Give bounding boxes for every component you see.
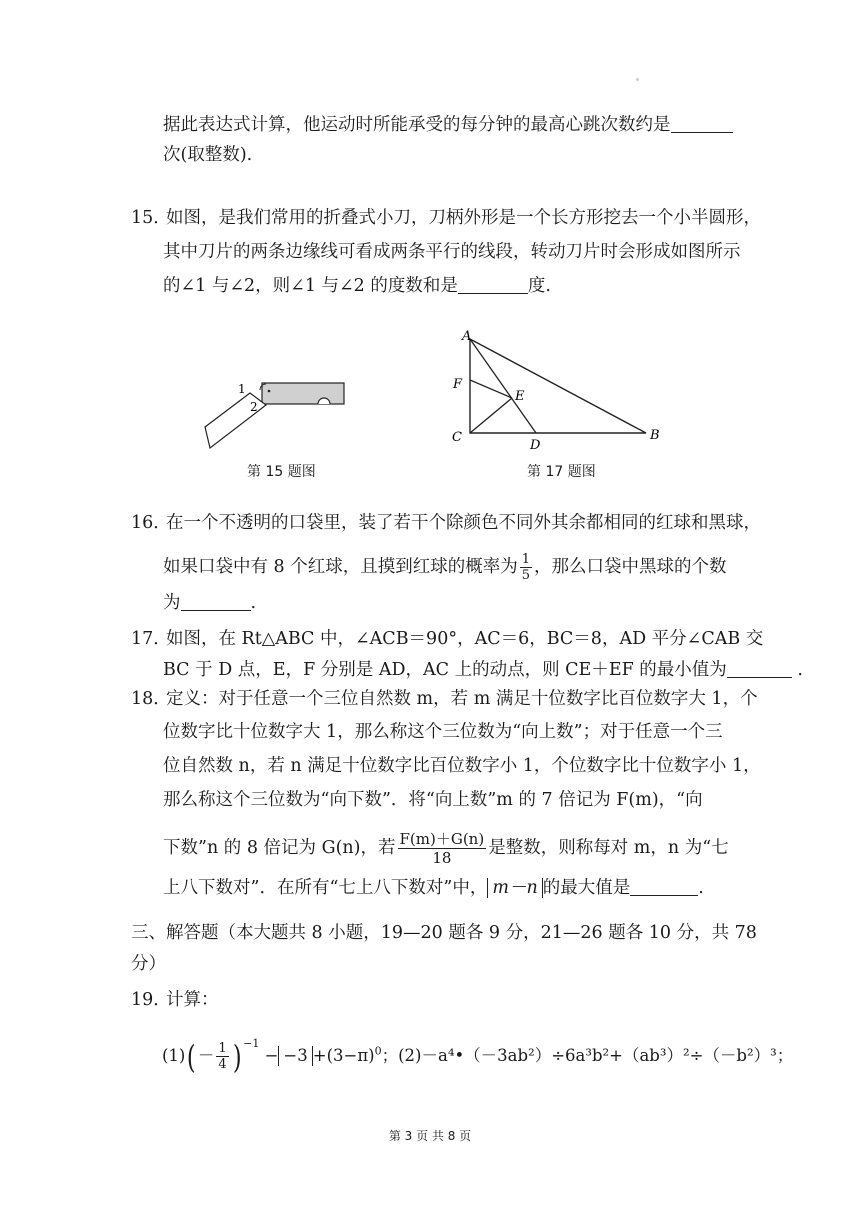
- answer-blank: [181, 592, 251, 611]
- point-c-label: C: [452, 430, 462, 445]
- angle-2-label: 2: [250, 400, 258, 414]
- q15-line-3: 的∠1 与∠2，则∠1 与∠2 的度数和是 度.: [163, 276, 551, 296]
- q14-line-1: 据此表达式计算，他运动时所能承受的每分钟的最高心跳次数约是: [163, 113, 733, 137]
- q15-line-1: 如图，是我们常用的折叠式小刀，刀柄外形是一个长方形挖去一个小半圆形，: [166, 208, 761, 228]
- q19-title: 计算：: [166, 990, 219, 1010]
- answer-blank: [630, 877, 698, 896]
- answer-blank: [727, 659, 792, 678]
- page-footer: 第 3 页 共 8 页: [388, 1129, 472, 1143]
- q18-line-1: 定义：对于任意一个三位自然数 m，若 m 满足十位数字比百位数字大 1，个: [166, 689, 758, 709]
- q19-number: 19．: [131, 990, 171, 1010]
- point-a-label: A: [462, 329, 472, 344]
- q18-line-3: 位自然数 n，若 n 满足十位数字比百位数字小 1，个位数字比十位数字小 1，: [163, 756, 761, 776]
- q16-line-1: 在一个不透明的口袋里，装了若干个除颜色不同外其余都相同的红球和黑球，: [166, 513, 761, 533]
- figure-17-triangle: [440, 325, 670, 455]
- q18-number: 18．: [131, 689, 171, 709]
- figure-17-caption: 第 17 题图: [527, 464, 596, 480]
- q18-line-2: 位数字比十位数字大 1，那么称这个三位数为“向上数”；对于任意一个三: [163, 722, 723, 742]
- q18-line-6: 上八下数对”．在所有“七上八下数对”中， m－n 的最大值是 .: [163, 878, 704, 898]
- q14-line-2: 次(取整数).: [163, 145, 253, 165]
- q16-line-2: 如果口袋中有 8 个红球，且摸到红球的概率为 $\frac{1}{5}$ ，那么口袋中黑球的个数: [163, 552, 727, 583]
- fraction-fm-gn: $\frac{F(m)+G(n)}{18}$: [399, 830, 485, 867]
- figure-15-knife: [200, 375, 350, 455]
- point-d-label: D: [530, 438, 541, 453]
- q18-line-5: 下数”n 的 8 倍记为 G(n)，若 $\frac{F(m)+G(n)}{18}$ 是整数，则称每对 m，n 为“七: [163, 830, 729, 867]
- q15-number: 15．: [131, 208, 171, 228]
- point-b-label: B: [650, 428, 660, 443]
- q18-line-4: 那么称这个三位数为“向下数”．将“向上数”m 的 7 倍记为 F(m)，“向: [163, 790, 703, 810]
- angle-1-label: 1: [238, 382, 246, 396]
- q19-expressions: (1)( － $\frac{1}{4}$ ) $^{-1} - -3 +(3-\pi)^0$；(2)－a⁴•（－3ab²）÷6a³b²+（ab³）²÷（－b²）³；: [162, 1037, 794, 1076]
- fraction-one-fifth: $\frac{1}{5}$: [521, 552, 531, 583]
- scan-dot: [636, 78, 639, 81]
- abs-minus-three: −3: [278, 1046, 312, 1066]
- section-3-heading-cont: 分）: [131, 954, 166, 974]
- answer-blank: [671, 114, 733, 133]
- q15-line-2: 其中刀片的两条边缘线可看成两条平行的线段，转动刀片时会形成如图所示: [163, 242, 741, 262]
- section-3-heading: 三、解答题（本大题共 8 小题，19—20 题各 9 分，21—26 题各 10 分，共 78: [131, 923, 757, 943]
- q16-line-3: 为 .: [163, 593, 257, 613]
- abs-m-minus-n: m－n: [487, 878, 542, 898]
- answer-blank: [458, 275, 528, 294]
- q17-line-2: BC 于 D 点，E，F 分别是 AD，AC 上的动点，则 CE＋EF 的最小值为 .: [163, 660, 803, 680]
- q17-number: 17．: [131, 629, 171, 649]
- q16-number: 16．: [131, 513, 171, 533]
- fraction-one-quarter: $\frac{1}{4}$: [218, 1041, 227, 1072]
- point-e-label: E: [515, 389, 525, 404]
- figure-15-caption: 第 15 题图: [247, 464, 316, 480]
- point-f-label: F: [453, 377, 463, 392]
- q17-line-1: 如图，在 Rt△ABC 中，∠ACB＝90°，AC＝6，BC＝8，AD 平分∠CAB 交: [166, 629, 764, 649]
